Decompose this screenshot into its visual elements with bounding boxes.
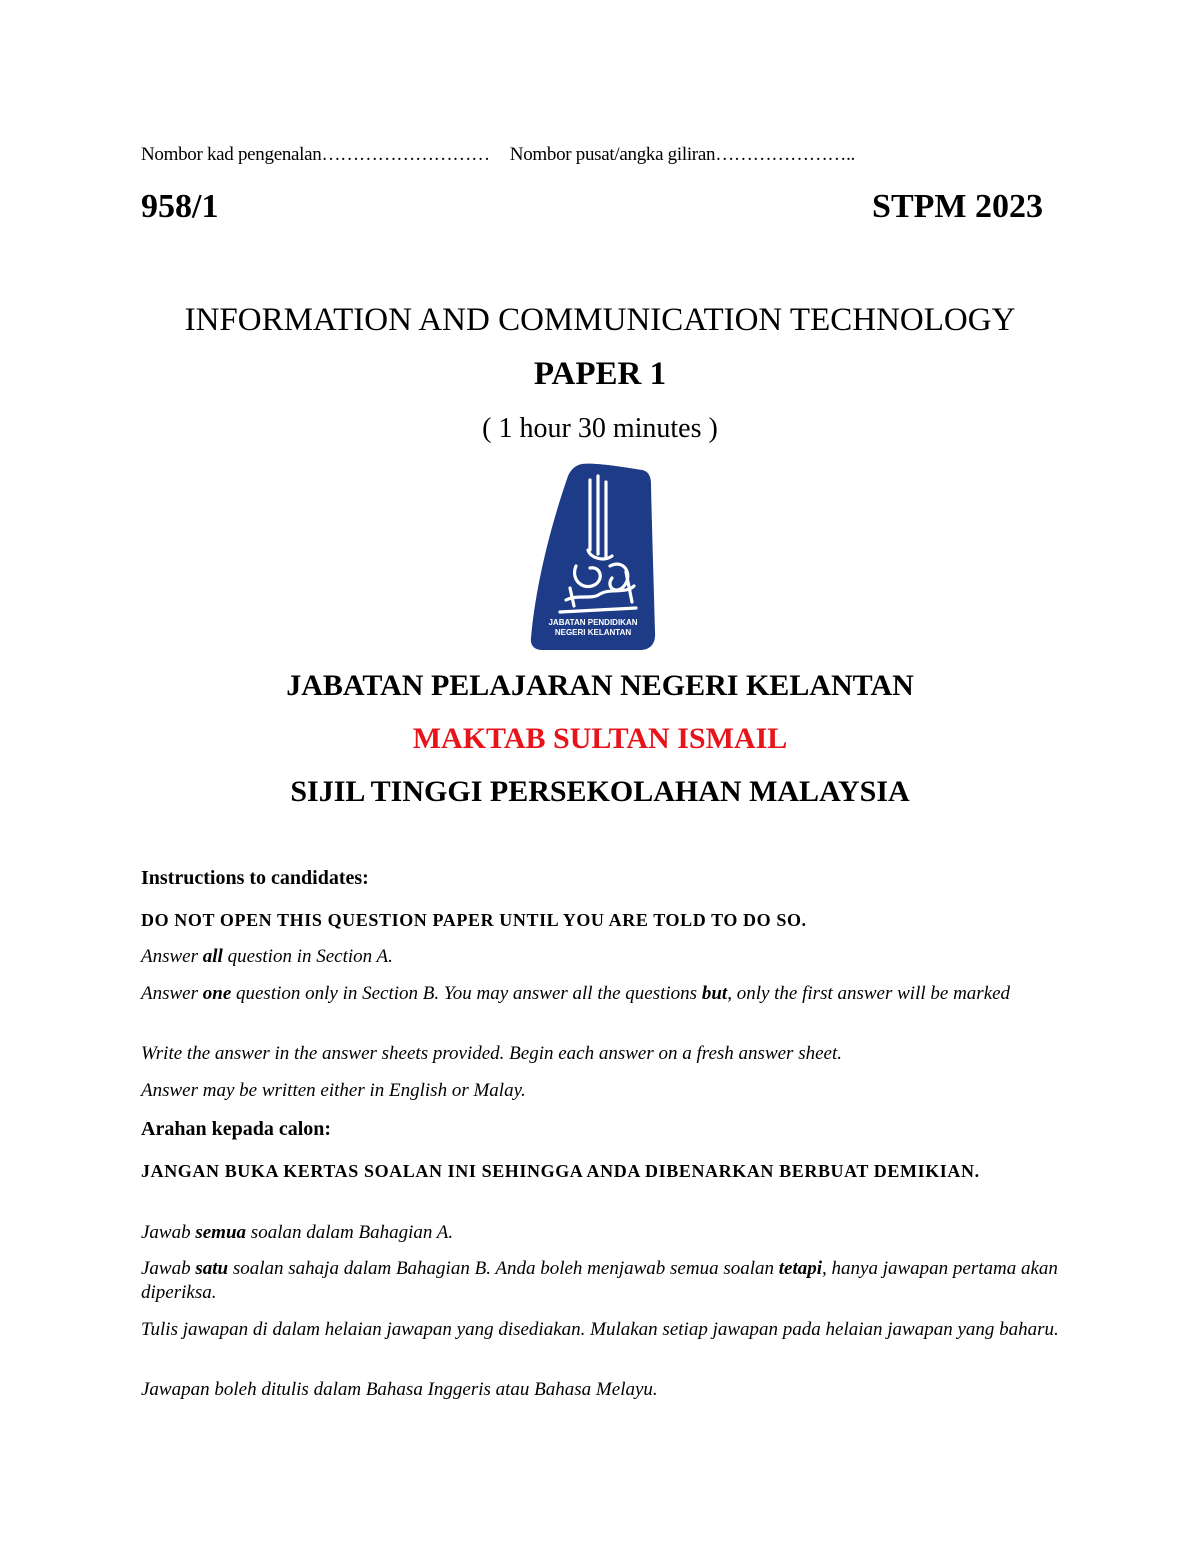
centre-number-label: Nombor pusat/angka giliran bbox=[509, 144, 716, 165]
logo-text-line1: JABATAN PENDIDIKAN bbox=[548, 618, 638, 627]
instruction-en-2: Answer one question only in Section B. You may answer all the questions but, only the first answer will be marked bbox=[141, 983, 1011, 1004]
candidate-id-line bbox=[141, 144, 855, 166]
state-education-logo bbox=[530, 462, 656, 652]
instruction-en-3: Write the answer in the answer sheets provided. Begin each answer on a fresh answer sheet. bbox=[141, 1043, 842, 1064]
instruction-ms-3: Tulis jawapan di dalam helaian jawapan yang disediakan. Mulakan setiap jawapan pada helaian jawapan yang baharu. bbox=[141, 1319, 1059, 1340]
department-name: JABATAN PELAJARAN NEGERI KELANTAN bbox=[286, 669, 914, 702]
instruction-ms-4: Jawapan boleh ditulis dalam Bahasa Inggeris atau Bahasa Melayu. bbox=[141, 1379, 658, 1400]
instructions-heading-en: Instructions to candidates: bbox=[141, 867, 369, 889]
instruction-ms-2: Jawab satu soalan sahaja dalam Bahagian B. Anda boleh menjawab semua soalan tetapi, hanya jawapan pertama akan diperiksa. bbox=[141, 1258, 1058, 1303]
ic-number-blank: ……………………… bbox=[321, 144, 490, 165]
instruction-en-4: Answer may be written either in English or Malay. bbox=[141, 1080, 526, 1101]
instructions-warning-en: DO NOT OPEN THIS QUESTION PAPER UNTIL YOU ARE TOLD TO DO SO. bbox=[141, 910, 807, 930]
paper-number: PAPER 1 bbox=[533, 356, 667, 392]
exam-name: STPM 2023 bbox=[872, 188, 1043, 225]
ic-number-label: Nombor kad pengenalan bbox=[141, 144, 322, 165]
instruction-en-1: Answer all question in Section A. bbox=[141, 946, 393, 967]
instruction-ms-1: Jawab semua soalan dalam Bahagian A. bbox=[141, 1222, 454, 1243]
certificate-name: SIJIL TINGGI PERSEKOLAHAN MALAYSIA bbox=[290, 775, 910, 808]
subject-title: INFORMATION AND COMMUNICATION TECHNOLOGY bbox=[184, 302, 1016, 338]
logo-text-line2: NEGERI KELANTAN bbox=[554, 628, 632, 637]
school-name: MAKTAB SULTAN ISMAIL bbox=[412, 722, 788, 755]
centre-number-blank: ………………….. bbox=[715, 144, 855, 165]
instructions-heading-ms: Arahan kepada calon: bbox=[141, 1118, 332, 1140]
paper-code: 958/1 bbox=[141, 188, 219, 225]
instructions-warning-ms: JANGAN BUKA KERTAS SOALAN INI SEHINGGA ANDA DIBENARKAN BERBUAT DEMIKIAN. bbox=[141, 1161, 980, 1181]
paper-duration: ( 1 hour 30 minutes ) bbox=[482, 413, 718, 444]
